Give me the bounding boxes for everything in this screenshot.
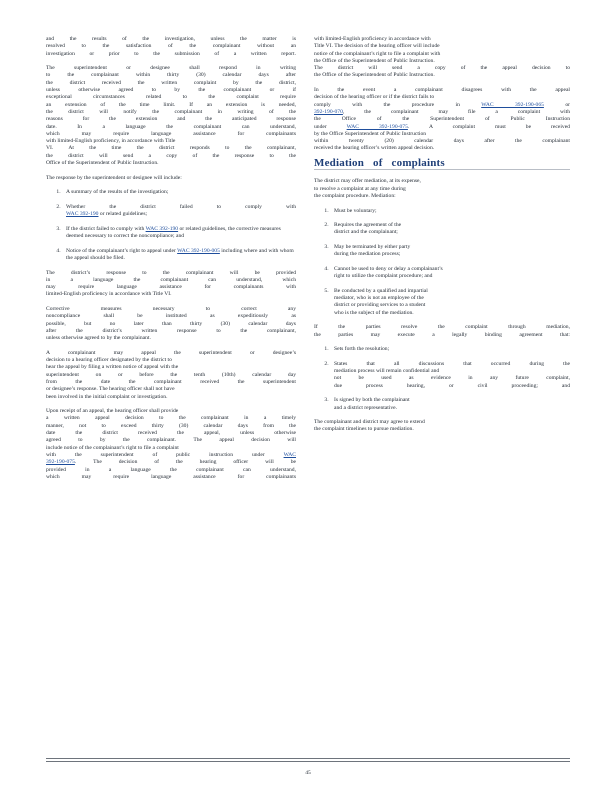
paragraph-hearing-officer-decision bbox=[314, 36, 570, 80]
list-item bbox=[330, 346, 570, 353]
text-line: or bbox=[565, 101, 570, 108]
text-line: to the complainant within thirty (30) calendar days after bbox=[46, 72, 296, 79]
text-line: date the district received the appeal, unless otherwise bbox=[46, 430, 296, 437]
text-line: possible, but no later than thirty (30) calendar days bbox=[46, 320, 296, 327]
text-line: unless otherwise agreed to by the complainant or if bbox=[46, 87, 296, 94]
text-line: hear the appeal by filing a written notice of appeal with the bbox=[46, 364, 179, 371]
list-item-text: or related guidelines; bbox=[99, 211, 148, 218]
list-item bbox=[330, 222, 570, 237]
list-item bbox=[62, 189, 296, 196]
text-line: superintendent on or before the tenth (10th) calendar day bbox=[46, 371, 296, 378]
paragraph-mediation-agreement bbox=[314, 324, 570, 339]
list-item-text: 1. Must be voluntary; bbox=[334, 207, 377, 214]
text-line: Office of the Superintendent of Public Instruction. bbox=[46, 160, 159, 167]
text-line: limited-English proficiency in accordance with Title VI. bbox=[46, 291, 172, 298]
list-item bbox=[62, 226, 296, 241]
paragraph-investigation-results bbox=[46, 36, 296, 58]
paragraph-response-language bbox=[46, 270, 296, 299]
text-line: date. In a language the complainant can understand, bbox=[46, 123, 296, 130]
paragraph-extend-timelines bbox=[314, 419, 570, 434]
text-line: notice of the complainant’s right to file a complaint with bbox=[314, 50, 441, 57]
text-line: manner, not to exceed thirty (30) calendar days from the bbox=[46, 422, 296, 429]
footer-divider bbox=[46, 761, 570, 762]
text-line: been involved in the initial complaint or investigation. bbox=[46, 393, 168, 400]
wac-392-190-link[interactable]: WAC 392-190 bbox=[66, 211, 99, 218]
text-line: comply with the procedure in bbox=[314, 101, 460, 108]
list-item-text: not be used as evidence in any future complaint, bbox=[334, 375, 570, 382]
text-line: or designee’s response. The hearing officer shall not have bbox=[46, 386, 175, 393]
wac-392-190-070-link[interactable]: 392-190-070 bbox=[314, 108, 343, 115]
text-line: may require language assistance for complainants with bbox=[46, 284, 296, 291]
mediation-conditions-list bbox=[314, 208, 570, 317]
text-line: agreed to by the complainant. The appeal decision will bbox=[46, 437, 296, 444]
list-item-text: mediator, who is not an employee of the bbox=[334, 295, 424, 302]
paragraph-ospi-complaint bbox=[314, 87, 570, 153]
wac-392-190-075-link[interactable]: WAC 392-190-075 bbox=[346, 123, 408, 130]
list-item-text: Notice of the complainant’s right to appeal under bbox=[66, 247, 176, 254]
list-item-text: including where and with whom the appeal should be filed. bbox=[66, 247, 294, 261]
text-line: include notice of the complainant’s right to file a complaint bbox=[46, 444, 179, 451]
list-item bbox=[330, 288, 570, 317]
text-line: the district will send a copy of the response to the bbox=[46, 152, 296, 159]
list-item-text: and a district representative. bbox=[334, 404, 398, 411]
list-item-text: 4. Cannot be used to deny or delay a complainant’s bbox=[334, 265, 443, 272]
text-line: investigation or prior to the submission of a written report. bbox=[46, 50, 296, 57]
list-item-text: who is the subject of the mediation. bbox=[334, 309, 414, 316]
response-contents-list bbox=[46, 189, 296, 262]
list-item-text: 1. Sets forth the resolution; bbox=[334, 346, 390, 353]
text-line: The response by the superintendent or designee will include: bbox=[46, 174, 182, 181]
wac-392-190-075-link[interactable]: 392-190-075 bbox=[46, 459, 75, 466]
text-line: the district received the written complaint by the district, bbox=[46, 79, 296, 86]
list-item-text: 3. Is signed by both the complainant bbox=[334, 397, 410, 404]
footer-divider bbox=[46, 758, 570, 759]
list-item-text: or related guidelines, the corrective measures deemed necessary to correct the noncompliance; and bbox=[66, 225, 281, 240]
list-item-text: district and the complainant; bbox=[334, 229, 398, 236]
text-line: The superintendent or designee shall respond in writing bbox=[46, 65, 296, 72]
text-line: the Office of the Superintendent of Public Instruction bbox=[314, 116, 570, 123]
list-item-text: 1. A summary of the results of the investigation; bbox=[66, 189, 169, 196]
text-line: reasons for the extension and the anticipated response bbox=[46, 116, 296, 123]
text-line: with limited-English proficiency in accordance with bbox=[314, 36, 431, 42]
list-item bbox=[330, 266, 570, 281]
list-item-text: 2. Requires the agreement of the bbox=[334, 222, 402, 229]
wac-392-190-005-link[interactable]: WAC 392-190-005 bbox=[177, 247, 220, 254]
text-line: The district may offer mediation, at its expense, bbox=[314, 178, 421, 185]
text-line: decision to a hearing officer designated by the district to bbox=[46, 357, 172, 364]
text-line: . The decision of the hearing officer will be bbox=[74, 459, 296, 466]
paragraph-mediation-offer bbox=[314, 178, 570, 200]
list-item-text: 2. States that all discussions that occurred during the bbox=[334, 360, 570, 367]
text-line: unless otherwise agreed to by the complainant. bbox=[46, 335, 151, 342]
text-line: the parties may execute a legally binding agreement that: bbox=[314, 331, 570, 338]
paragraph-appeal-decision bbox=[46, 408, 296, 481]
text-line: within twenty (20) calendar days after the complainant bbox=[314, 138, 570, 145]
list-item-text: due process hearing, or civil proceeding; and bbox=[334, 382, 570, 389]
text-line: In the event a complainant disagrees with the appeal bbox=[314, 87, 570, 94]
text-line: by the Office Superintendent of Public Instruction bbox=[314, 130, 427, 137]
list-item-text: 3. May be terminated by either party bbox=[334, 244, 411, 251]
list-item bbox=[330, 361, 570, 390]
text-line: to resolve a complaint at any time during bbox=[314, 185, 406, 192]
paragraph-corrective-measures bbox=[46, 306, 296, 342]
list-item-text: during the mediation process; bbox=[334, 251, 401, 258]
text-line: The district’s response to the complainant will be provided bbox=[46, 269, 296, 276]
text-line: the complaint timelines to pursue mediation. bbox=[314, 426, 414, 433]
text-line: received the hearing officer’s written appeal decision. bbox=[314, 145, 435, 152]
text-line: , the complainant may file a complaint with bbox=[342, 108, 570, 115]
text-line: which may require language assistance for complainants bbox=[46, 130, 296, 137]
paragraph-response-includes bbox=[46, 175, 296, 182]
text-line: after the district’s written response to the complainant, bbox=[46, 327, 296, 334]
paragraph-superintendent-response bbox=[46, 65, 296, 167]
list-item-text: mediation process will remain confidential and bbox=[334, 368, 440, 375]
list-item bbox=[330, 208, 570, 215]
wac-392-190-065-link[interactable]: WAC 392-190-065 bbox=[481, 101, 544, 108]
text-line: The complainant and district may agree to extend bbox=[314, 419, 425, 426]
text-line: a written appeal decision to the complainant in a timely bbox=[46, 415, 296, 422]
text-line: Corrective measures necessary to correct any bbox=[46, 305, 296, 312]
list-item-text: right to utilize the complaint procedure; and bbox=[334, 273, 433, 280]
wac-link[interactable]: WAC bbox=[283, 451, 296, 458]
text-line: noncompliance shall be instituted as expeditiously as bbox=[46, 313, 296, 320]
list-item bbox=[330, 397, 570, 412]
text-line: Title VI. The decision of the hearing officer will include bbox=[314, 43, 440, 50]
text-line: exceptional circumstances related to the complaint require bbox=[46, 94, 296, 101]
text-line: provided in a language the complainant can understand, bbox=[46, 466, 296, 473]
text-line: If the parties resolve the complaint through mediation, bbox=[314, 324, 570, 331]
text-line: which may require language assistance for complainants bbox=[46, 473, 296, 480]
text-line: the Office of the Superintendent of Public Instruction. bbox=[314, 72, 435, 79]
text-line: in a language the complainant can understand, which bbox=[46, 276, 296, 283]
text-line: the complaint procedure. Mediation: bbox=[314, 192, 396, 199]
text-line: A complainant may appeal the superintendent or designee’s bbox=[46, 349, 296, 356]
text-line: under bbox=[314, 123, 327, 130]
text-line: The district will send a copy of the appeal decision to bbox=[314, 65, 570, 72]
text-line: . A complaint must be received bbox=[407, 123, 570, 130]
text-line: the Office of the Superintendent of Public Instruction. bbox=[314, 57, 435, 64]
text-line: resolved to the satisfaction of the complainant without an bbox=[46, 43, 296, 50]
list-item bbox=[62, 204, 296, 219]
wac-392-190-link[interactable]: WAC 392-190 bbox=[145, 225, 179, 232]
text-line: with the superintendent of public instruction under bbox=[46, 451, 265, 458]
right-column bbox=[314, 36, 570, 441]
list-item-text: If the district failed to comply with bbox=[66, 225, 145, 232]
list-item-text: 5. Be conducted by a qualified and impartial bbox=[334, 287, 428, 294]
list-item-text: district or providing services to a student bbox=[334, 302, 426, 309]
text-line: from the date the complainant received the superintendent bbox=[46, 378, 296, 385]
list-item bbox=[62, 248, 296, 263]
list-item-text: 2. Whether the district failed to comply with bbox=[66, 203, 296, 210]
page-number: 45 bbox=[305, 770, 311, 776]
left-column bbox=[46, 36, 296, 488]
paragraph-appeal bbox=[46, 350, 296, 401]
text-line: an extension of the time limit. If an extension is needed, bbox=[46, 101, 296, 108]
section-heading-mediation: Mediation of complaints bbox=[314, 157, 445, 170]
text-line: decision of the hearing officer or if the district fails to bbox=[314, 94, 435, 101]
text-line: and the results of the investigation, unless the matter is bbox=[46, 36, 296, 42]
agreement-terms-list bbox=[314, 346, 570, 412]
text-line: Upon receipt of an appeal, the hearing officer shall provide bbox=[46, 408, 179, 415]
heading-divider bbox=[314, 169, 570, 170]
text-line: the district will notify the complainant in writing of the bbox=[46, 108, 296, 115]
text-line: with limited-English proficiency, in accordance with Title bbox=[46, 138, 176, 145]
list-item bbox=[330, 244, 570, 259]
text-line: VI. At the time the district responds to the complainant, bbox=[46, 145, 296, 152]
